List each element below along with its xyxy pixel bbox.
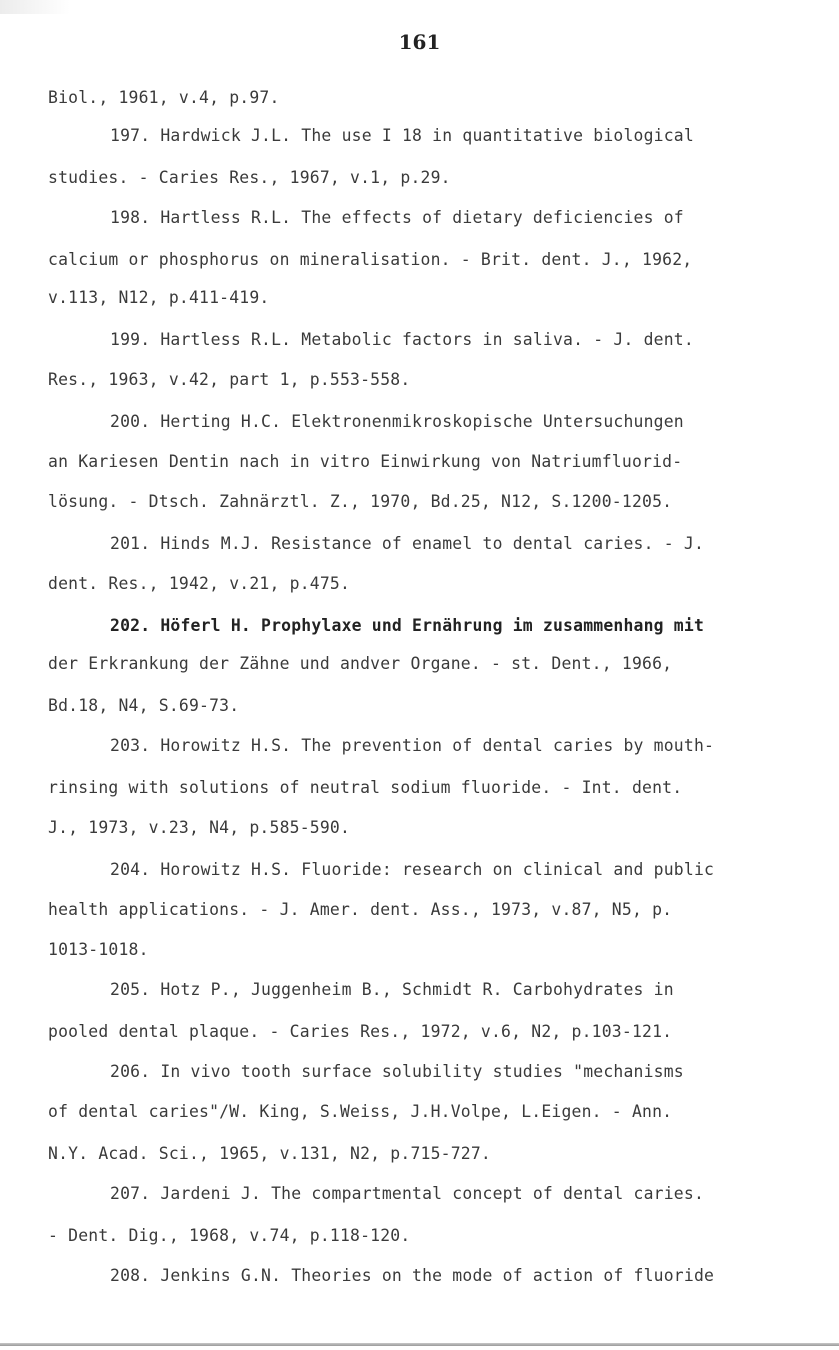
text-line: 202. Höferl H. Prophylaxe und Ernährung im zusammenhang mit [110, 616, 705, 635]
text-line: Biol., 1961, v.4, p.97. [48, 88, 280, 107]
text-line: rinsing with solutions of neutral sodium fluoride. - Int. dent. [48, 778, 683, 797]
text-line: 1013-1018. [48, 940, 149, 959]
text-line: Res., 1963, v.42, part 1, p.553-558. [48, 370, 411, 389]
text-line: 200. Herting H.C. Elektronenmikroskopische Untersuchungen [110, 412, 684, 431]
text-line: 204. Horowitz H.S. Fluoride: research on clinical and public [110, 860, 715, 879]
text-line: v.113, N12, p.411-419. [48, 288, 270, 307]
text-line: 199. Hartless R.L. Metabolic factors in saliva. - J. dent. [110, 330, 694, 349]
text-line: J., 1973, v.23, N4, p.585-590. [48, 818, 351, 837]
text-line: 197. Hardwick J.L. The use I 18 in quantitative biological [110, 126, 694, 145]
text-line: calcium or phosphorus on mineralisation. - Brit. dent. J., 1962, [48, 250, 693, 269]
text-line: an Kariesen Dentin nach in vitro Einwirkung von Natriumfluorid- [48, 452, 683, 471]
scan-artifact [0, 0, 70, 14]
scan-bottom-edge [0, 1343, 839, 1346]
text-line: 198. Hartless R.L. The effects of dietary deficiencies of [110, 208, 684, 227]
text-line: N.Y. Acad. Sci., 1965, v.131, N2, p.715-727. [48, 1144, 491, 1163]
text-line: dent. Res., 1942, v.21, p.475. [48, 574, 351, 593]
text-line: studies. - Caries Res., 1967, v.1, p.29. [48, 168, 451, 187]
text-line: health applications. - J. Amer. dent. Ass., 1973, v.87, N5, p. [48, 900, 673, 919]
text-line: 207. Jardeni J. The compartmental concept of dental caries. [110, 1184, 705, 1203]
text-line: - Dent. Dig., 1968, v.74, p.118-120. [48, 1226, 411, 1245]
text-line: 201. Hinds M.J. Resistance of enamel to dental caries. - J. [110, 534, 705, 553]
text-line: der Erkrankung der Zähne und andver Organe. - st. Dent., 1966, [48, 654, 673, 673]
text-line: of dental caries"/W. King, S.Weiss, J.H.Volpe, L.Eigen. - Ann. [48, 1102, 673, 1121]
text-line: 208. Jenkins G.N. Theories on the mode of action of fluoride [110, 1266, 715, 1285]
text-line: lösung. - Dtsch. Zahnärztl. Z., 1970, Bd.25, N12, S.1200-1205. [48, 492, 673, 511]
text-line: 203. Horowitz H.S. The prevention of dental caries by mouth- [110, 736, 715, 755]
text-line: 205. Hotz P., Juggenheim B., Schmidt R. Carbohydrates in [110, 980, 674, 999]
text-line: 206. In vivo tooth surface solubility studies "mechanisms [110, 1062, 684, 1081]
text-line: pooled dental plaque. - Caries Res., 1972, v.6, N2, p.103-121. [48, 1022, 673, 1041]
text-line: Bd.18, N4, S.69-73. [48, 696, 240, 715]
page-number: 161 [398, 30, 441, 54]
